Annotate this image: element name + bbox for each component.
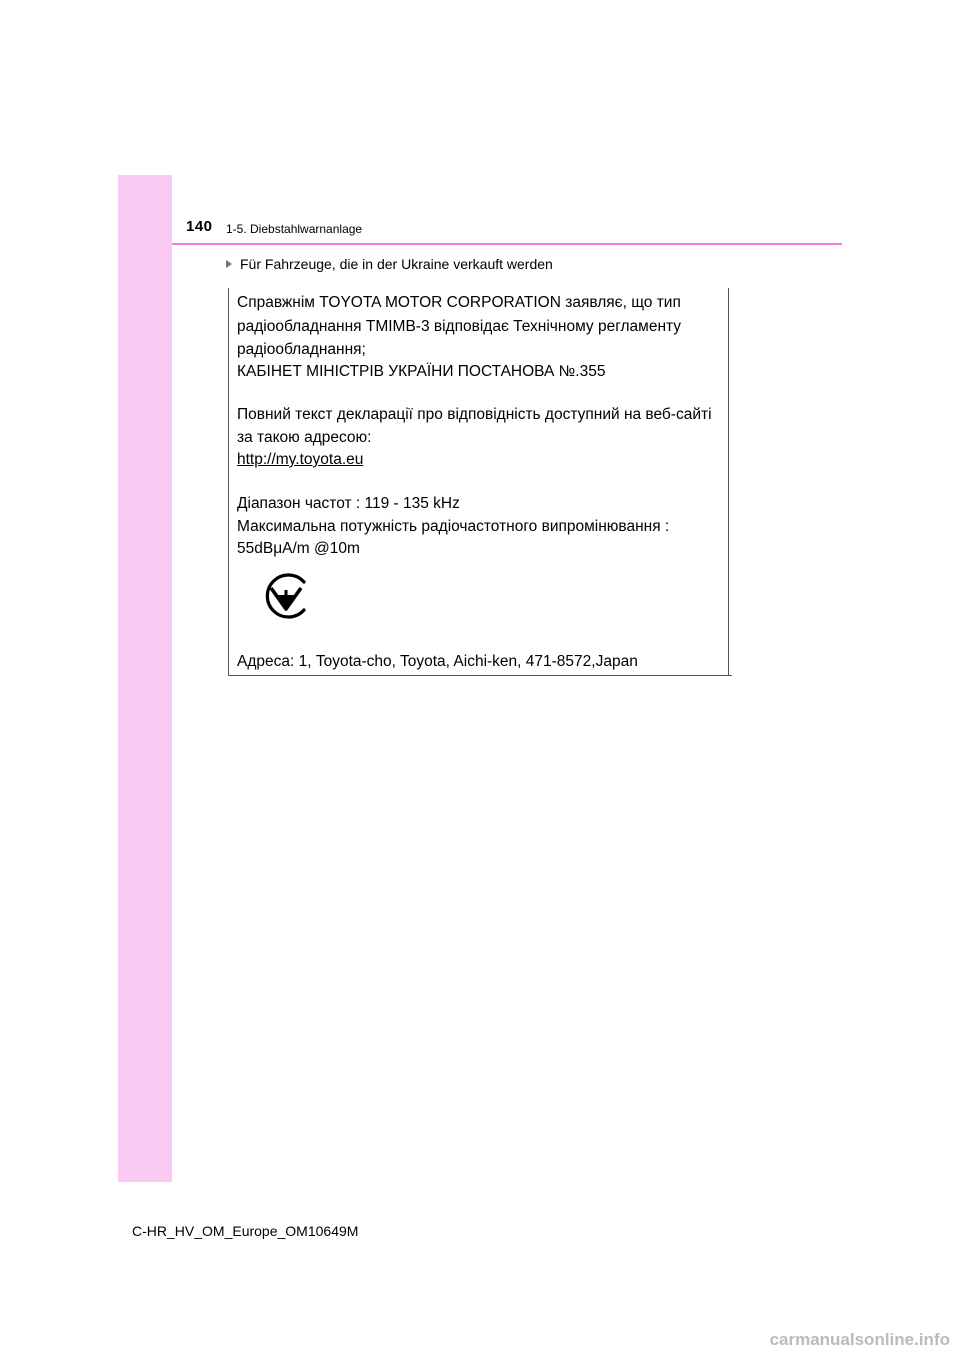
- ukrainian-conformity-mark-icon: [258, 568, 314, 624]
- declaration-line-2: радіообладнання TMIMB-3 відповідає Технічному регламенту: [237, 318, 682, 335]
- declaration-line-4: КАБІНЕТ МІНІСТРІВ УКРАЇНИ ПОСТАНОВА №.355: [237, 363, 606, 380]
- image-border-bottom: [228, 675, 732, 676]
- declaration-image: [228, 288, 732, 676]
- footer-document-code: C-HR_HV_OM_Europe_OM10649M: [132, 1223, 359, 1239]
- section-title: 1-5. Diebstahlwarnanlage: [226, 222, 363, 236]
- declaration-line-1: Справжнім TOYOTA MOTOR CORPORATION заявляє, що тип: [237, 294, 681, 311]
- page-number: 140: [186, 218, 213, 235]
- image-border-left: [228, 288, 229, 676]
- declaration-url-link[interactable]: http://my.toyota.eu: [237, 451, 364, 468]
- declaration-line-10: 55dBμA/m @10m: [237, 540, 360, 557]
- bullet-heading: [226, 256, 553, 272]
- declaration-line-3: радіообладнання;: [237, 341, 366, 358]
- declaration-line-5: Повний текст декларації про відповідність доступний на веб-сайті: [237, 406, 712, 423]
- header-rule: [172, 243, 842, 245]
- triangle-right-icon: [226, 260, 232, 268]
- declaration-line-6: за такою адресою:: [237, 429, 372, 446]
- side-strip: [118, 175, 172, 1182]
- watermark-text[interactable]: carmanualsonline.info: [769, 1330, 950, 1349]
- image-border-right: [728, 288, 729, 676]
- bullet-heading-text: Für Fahrzeuge, die in der Ukraine verkauft werden: [240, 256, 553, 272]
- declaration-line-9: Максимальна потужність радіочастотного випромінювання :: [237, 518, 670, 535]
- declaration-address: Адреса: 1, Toyota-cho, Toyota, Aichi-ken, 471-8572,Japan: [237, 653, 638, 670]
- declaration-line-8: Діапазон частот : 119 - 135 kHz: [237, 495, 460, 512]
